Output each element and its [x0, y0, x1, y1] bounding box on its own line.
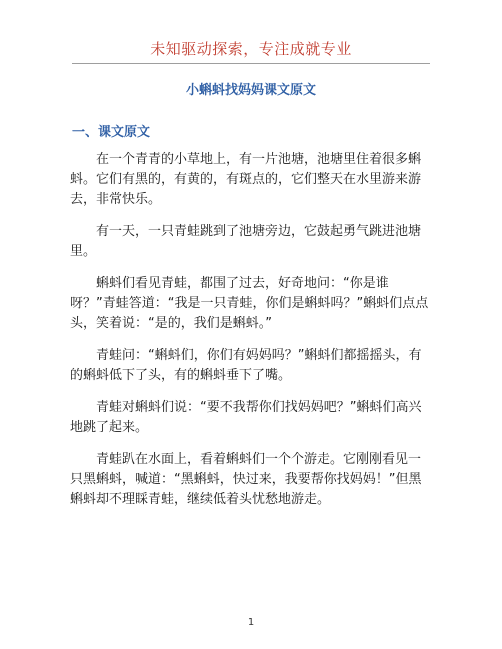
paragraph: 蝌蚪们看见青蛙，都围了过去，好奇地问：“你是谁呀？”青蛙答道：“我是一只青蛙，你们是蝌蚪吗？”蝌蚪们点点头，笑着说：“是的，我们是蝌蚪。”	[70, 276, 429, 331]
header-divider	[72, 63, 430, 64]
paragraph: 青蛙问：“蝌蚪们，你们有妈妈吗？”蝌蚪们都摇摇头，有的蝌蚪低下了头，有的蝌蚪垂下了嘴。	[70, 348, 422, 383]
document-body	[70, 150, 432, 522]
section-heading: 一、课文原文	[72, 125, 151, 140]
paragraph: 有一天，一只青蛙跳到了池塘旁边，它鼓起勇气跳进池塘里。	[70, 224, 422, 259]
document-title: 小蝌蚪找妈妈课文原文	[185, 83, 316, 98]
page-number: 1	[247, 617, 255, 628]
paragraph: 在一个青青的小草地上，有一片池塘，池塘里住着很多蝌蚪。它们有黑的，有黄的，有斑点的，它们整天在水里游来游去，非常快乐。	[70, 152, 422, 207]
page-header: 未知驱动探索，专注成就专业	[150, 40, 352, 58]
paragraph: 青蛙趴在水面上，看着蝌蚪们一个个游走。它刚刚看见一只黑蝌蚪，喊道：“黑蝌蚪，快过来，我要帮你找妈妈！”但黑蝌蚪却不理睬青蛙，继续低着头忧愁地游走。	[70, 452, 422, 507]
paragraph: 青蛙对蝌蚪们说：“要不我帮你们找妈妈吧？”蝌蚪们高兴地跳了起来。	[70, 400, 422, 435]
